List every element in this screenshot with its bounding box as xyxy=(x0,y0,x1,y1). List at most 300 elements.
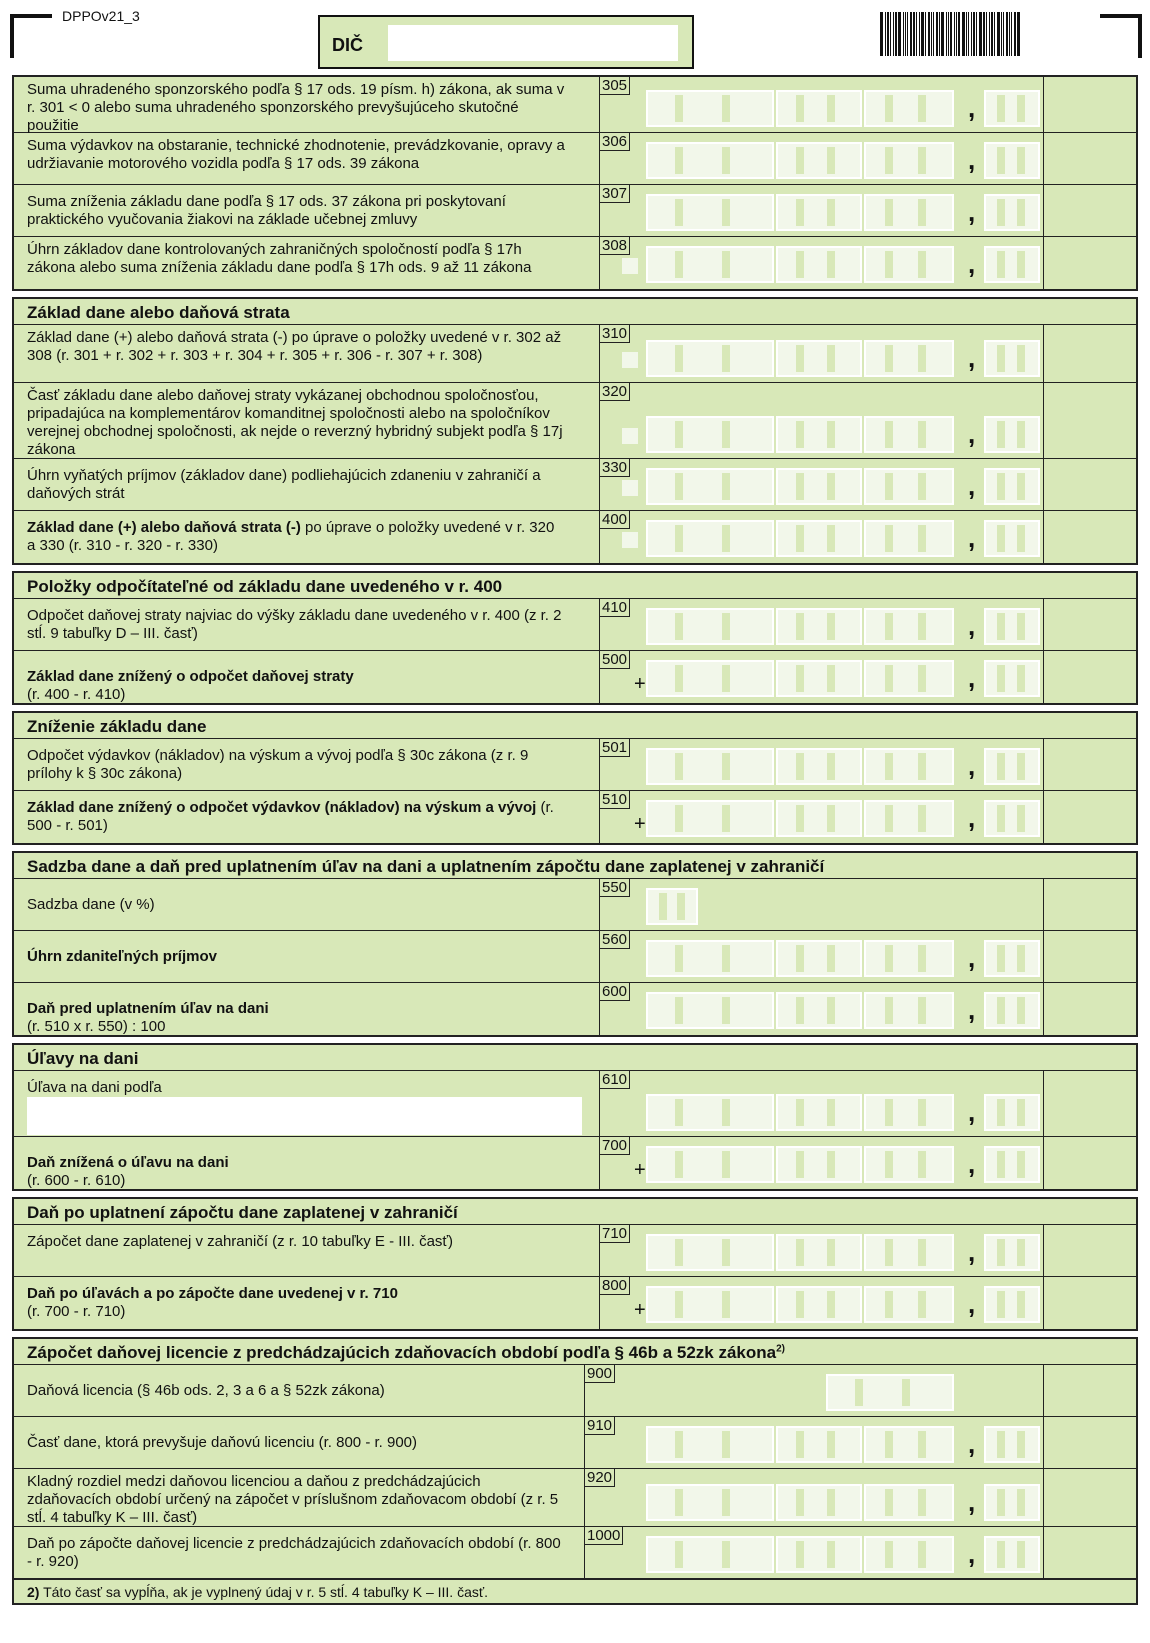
row-description xyxy=(27,668,566,704)
sign-box[interactable] xyxy=(622,352,638,368)
barcode-bar xyxy=(910,12,912,56)
row-number: 920 xyxy=(585,1469,615,1487)
row-description xyxy=(27,387,566,459)
form-row-920 xyxy=(14,1469,1136,1527)
form-section xyxy=(12,1337,1138,1605)
amount-input-units[interactable] xyxy=(864,1426,954,1463)
amount-input-millions[interactable] xyxy=(646,1234,774,1271)
amount-input-units[interactable] xyxy=(864,748,954,785)
row-number: 510 xyxy=(600,791,630,809)
plus-sign: + xyxy=(634,813,646,835)
amount-input-millions[interactable] xyxy=(646,992,774,1029)
column-divider xyxy=(1043,1225,1044,1276)
amount-input-thousands[interactable] xyxy=(776,1536,862,1573)
section-title-text: Základ dane alebo daňová strata xyxy=(27,303,290,322)
row-label-bold: Základ dane znížený o odpočet daňovej straty xyxy=(27,668,354,685)
amount-input-millions[interactable] xyxy=(646,940,774,977)
amount-input-cents[interactable] xyxy=(984,940,1040,977)
amount-input-units[interactable] xyxy=(864,1146,954,1183)
row-label: Úľava na dani podľa xyxy=(27,1079,162,1096)
amount-input-millions[interactable] xyxy=(646,1094,774,1131)
amount-input-thousands[interactable] xyxy=(776,608,862,645)
footnote-mark: 2) xyxy=(27,1584,40,1600)
row-description xyxy=(27,1434,566,1452)
column-divider xyxy=(1043,325,1044,382)
amount-input-units[interactable] xyxy=(864,1094,954,1131)
amount-input-millions[interactable] xyxy=(646,1536,774,1573)
amount-input-units[interactable] xyxy=(864,416,954,453)
row-label: Odpočet daňovej straty najviac do výšky základu dane uvedeného v r. 400 (z r. 2 stĺ. 9 tabuľky D – III. časť) xyxy=(27,607,562,642)
amount-input-thousands[interactable] xyxy=(776,1286,862,1323)
row-number: 550 xyxy=(600,879,630,897)
column-divider xyxy=(1043,1527,1044,1578)
amount-input-cents[interactable] xyxy=(984,660,1040,697)
row-number: 800 xyxy=(600,1277,630,1295)
barcode-bar xyxy=(986,12,987,56)
amount-input-cents[interactable] xyxy=(984,468,1040,505)
amount-input-units[interactable] xyxy=(864,992,954,1029)
amount-input-thousands[interactable] xyxy=(776,1094,862,1131)
amount-input-cents[interactable] xyxy=(984,748,1040,785)
row-description xyxy=(27,896,566,914)
form-section xyxy=(12,1197,1138,1331)
form-code: DPPOv21_3 xyxy=(62,8,140,24)
column-divider xyxy=(1043,185,1044,236)
barcode-bar xyxy=(933,12,934,56)
amount-input-cents[interactable] xyxy=(984,90,1040,127)
form-row-910 xyxy=(14,1417,1136,1469)
row-number: 910 xyxy=(585,1417,615,1435)
amount-input-units[interactable] xyxy=(864,520,954,557)
barcode-bar xyxy=(905,12,906,56)
amount-input-thousands[interactable] xyxy=(776,520,862,557)
amount-input-cents[interactable] xyxy=(984,340,1040,377)
decimal-comma: , xyxy=(968,471,976,501)
amount-input-millions[interactable] xyxy=(646,246,774,283)
form-row-600 xyxy=(14,983,1136,1035)
form-section xyxy=(12,297,1138,565)
row-label: (r. 510 x r. 550) : 100 xyxy=(27,1018,166,1035)
plus-sign: + xyxy=(634,1299,646,1321)
barcode-bar xyxy=(948,12,949,56)
row-number: 307 xyxy=(600,185,630,203)
barcode-bar xyxy=(890,12,891,56)
row-number: 305 xyxy=(600,77,630,95)
row-description xyxy=(27,241,566,277)
decimal-comma: , xyxy=(968,611,976,641)
row-description xyxy=(27,193,566,229)
form-row-501 xyxy=(14,739,1136,791)
row-description xyxy=(27,1154,566,1190)
column-divider xyxy=(1043,651,1044,703)
barcode-bar xyxy=(1006,12,1008,56)
row-label: (r. 700 - r. 710) xyxy=(27,1303,126,1320)
barcode-bar xyxy=(958,12,960,56)
row-number: 710 xyxy=(600,1225,630,1243)
row-number: 400 xyxy=(600,511,630,529)
footnote xyxy=(14,1579,1136,1603)
amount-input-thousands[interactable] xyxy=(776,1146,862,1183)
barcode-bar xyxy=(989,12,990,56)
decimal-comma: , xyxy=(968,145,976,175)
row-label-bold: Základ dane (+) alebo daňová strata (-) xyxy=(27,519,301,536)
amount-input-cents[interactable] xyxy=(984,1426,1040,1463)
amount-input-millions[interactable] xyxy=(646,748,774,785)
barcode-bar xyxy=(936,12,938,56)
plus-sign: + xyxy=(634,1159,646,1181)
section-title-text: Položky odpočítateľné od základu dane uvedeného v r. 400 xyxy=(27,577,503,596)
barcode-bar xyxy=(898,12,901,56)
amount-input-cents[interactable] xyxy=(984,142,1040,179)
row-number: 600 xyxy=(600,983,630,1001)
amount-input-units[interactable] xyxy=(864,468,954,505)
column-divider xyxy=(1043,1469,1044,1526)
column-divider xyxy=(1043,1137,1044,1189)
barcode-bar xyxy=(1001,12,1002,56)
row-number: 500 xyxy=(600,651,630,669)
column-divider xyxy=(1043,1365,1044,1416)
row-number: 501 xyxy=(600,739,630,757)
amount-input-thousands[interactable] xyxy=(776,246,862,283)
decimal-comma: , xyxy=(968,1487,976,1517)
row-number: 306 xyxy=(600,133,630,151)
amount-input-thousands[interactable] xyxy=(776,340,862,377)
column-divider xyxy=(1043,931,1044,982)
section-title xyxy=(14,1339,1136,1365)
barcode-bar xyxy=(916,12,917,56)
decimal-comma: , xyxy=(968,1429,976,1459)
section-title xyxy=(14,299,1136,325)
amount-input-thousands[interactable] xyxy=(776,1484,862,1521)
row-number: 310 xyxy=(600,325,630,343)
row-description xyxy=(27,81,566,135)
form-row-550 xyxy=(14,879,1136,931)
decimal-comma: , xyxy=(968,197,976,227)
row-number: 308 xyxy=(600,237,630,255)
amount-input-cents[interactable] xyxy=(984,1094,1040,1131)
form-row-320 xyxy=(14,383,1136,459)
decimal-comma: , xyxy=(968,343,976,373)
form-section xyxy=(12,1043,1138,1191)
column-divider xyxy=(1043,1071,1044,1136)
row-label-bold: Základ dane znížený o odpočet výdavkov (nákladov) na výskum a vývoj xyxy=(27,799,537,816)
column-divider xyxy=(1043,739,1044,790)
row-label: Časť základu dane alebo daňovej straty vykázanej obchodnou spoločnosťou, pripadajúca na komplementárov komanditnej spoločnosti alebo na spoločníkov verejnej obchodnej spoločnosti, ak nejde o reverzný hybridný subjekt podľa § 17j zákona xyxy=(27,387,563,458)
sign-box[interactable] xyxy=(622,428,638,444)
decimal-comma: , xyxy=(968,419,976,449)
barcode-bar xyxy=(971,12,972,56)
row-number: 900 xyxy=(585,1365,615,1383)
row-description xyxy=(27,467,566,503)
barcode-bar xyxy=(1014,12,1016,56)
barcode-bar xyxy=(893,12,894,56)
amount-input-thousands[interactable] xyxy=(776,940,862,977)
barcode-bar xyxy=(983,12,985,56)
amount-input-units[interactable] xyxy=(864,1286,954,1323)
amount-input-thousands[interactable] xyxy=(776,142,862,179)
amount-input-thousands[interactable] xyxy=(776,800,862,837)
form-section xyxy=(12,851,1138,1037)
form-row-330 xyxy=(14,459,1136,511)
row-label: Suma zníženia základu dane podľa § 17 ods. 37 zákona pri poskytovaní praktického vyučovania žiakovi na základe učebnej zmluvy xyxy=(27,193,506,228)
amount-input-units[interactable] xyxy=(864,340,954,377)
barcode-bar xyxy=(921,12,924,56)
amount-input-units[interactable] xyxy=(864,608,954,645)
amount-input-millions[interactable] xyxy=(646,1286,774,1323)
amount-input-units[interactable] xyxy=(864,800,954,837)
row-label: Odpočet výdavkov (nákladov) na výskum a vývoj podľa § 30c zákona (z r. 9 prílohy k § 30c zákona) xyxy=(27,747,529,782)
barcode-bar xyxy=(962,12,965,56)
sign-box[interactable] xyxy=(622,480,638,496)
form-row-610 xyxy=(14,1071,1136,1137)
column-divider xyxy=(1043,599,1044,650)
barcode-bar xyxy=(931,12,932,56)
barcode-bar xyxy=(997,12,1000,56)
form-row-710 xyxy=(14,1225,1136,1277)
form-row-500 xyxy=(14,651,1136,703)
form-row-307 xyxy=(14,185,1136,237)
barcode-bar xyxy=(1003,12,1004,56)
barcode xyxy=(880,12,1066,56)
row-description xyxy=(27,1473,566,1527)
form-row-1000 xyxy=(14,1527,1136,1579)
section-title-text: Úľavy na dani xyxy=(27,1049,139,1068)
rate-input[interactable] xyxy=(646,888,698,925)
row-description xyxy=(27,1079,566,1097)
amount-input-cents[interactable] xyxy=(984,520,1040,557)
section-title xyxy=(14,573,1136,599)
row-label: Úhrn základov dane kontrolovaných zahraničných spoločností podľa § 17h zákona alebo suma zníženia základu dane podľa § 17h ods. 9 až 11 zákona xyxy=(27,241,532,276)
amount-input-thousands[interactable] xyxy=(776,194,862,231)
form-row-410 xyxy=(14,599,1136,651)
amount-input-millions[interactable] xyxy=(646,660,774,697)
row-label: Suma výdavkov na obstaranie, technické zhodnotenie, prevádzkovanie, opravy a udržiavanie motorového vozidla podľa § 17 ods. 39 zákona xyxy=(27,137,565,172)
barcode-bar xyxy=(939,12,940,56)
barcode-bar xyxy=(968,12,969,56)
row-label-bold: Daň znížená o úľavu na dani xyxy=(27,1154,229,1171)
amount-input-units[interactable] xyxy=(864,1484,954,1521)
barcode-bar xyxy=(979,12,982,56)
amount-input-cents[interactable] xyxy=(984,246,1040,283)
amount-input-cents[interactable] xyxy=(984,992,1040,1029)
column-divider xyxy=(1043,1417,1044,1468)
amount-input-millions[interactable] xyxy=(646,608,774,645)
amount-input-cents[interactable] xyxy=(984,1146,1040,1183)
barcode-bar xyxy=(885,12,886,56)
barcode-bar xyxy=(903,12,904,56)
section-title xyxy=(14,713,1136,739)
row-number: 560 xyxy=(600,931,630,949)
relief-type-input[interactable] xyxy=(27,1097,582,1135)
row-label: Základ dane (+) alebo daňová strata (-) po úprave o položky uvedené v r. 302 až 308 (r. 301 + r. 302 + r. 303 + r. 304 + r. 305 + r. 306 - r. 307 + r. 308) xyxy=(27,329,562,364)
row-description xyxy=(27,519,566,555)
section-title xyxy=(14,1045,1136,1071)
row-label: Daňová licencia (§ 46b ods. 2, 3 a 6 a § 52zk zákona) xyxy=(27,1382,385,1399)
section-title-text: Sadzba dane a daň pred uplatnením úľav na dani a uplatnením zápočtu dane zaplatenej v zahraničí xyxy=(27,857,825,876)
form-section xyxy=(12,571,1138,705)
barcode-bar xyxy=(887,12,889,56)
amount-input-cents[interactable] xyxy=(984,1536,1040,1573)
amount-input-cents[interactable] xyxy=(984,416,1040,453)
row-label-bold: Daň po úľavách a po zápočte dane uvedenej v r. 710 xyxy=(27,1285,398,1302)
sign-box[interactable] xyxy=(622,258,638,274)
form-body xyxy=(12,75,1138,1611)
row-description xyxy=(27,329,566,365)
barcode-bar xyxy=(994,12,995,56)
row-number: 320 xyxy=(600,383,630,401)
column-divider xyxy=(1043,791,1044,843)
section-title-text: Zápočet daňovej licencie z predchádzajúcich zdaňovacích období podľa § 46b a 52zk zákona xyxy=(27,1343,777,1362)
column-divider xyxy=(1043,237,1044,289)
row-description xyxy=(27,1233,566,1251)
decimal-comma: , xyxy=(968,803,976,833)
barcode-bar xyxy=(1017,12,1020,56)
decimal-comma: , xyxy=(968,1289,976,1319)
decimal-comma: , xyxy=(968,1539,976,1569)
amount-input-thousands[interactable] xyxy=(776,416,862,453)
amount-input-thousands[interactable] xyxy=(776,90,862,127)
footnote-ref: 2) xyxy=(776,1343,786,1355)
corner-mark-top-right xyxy=(1100,14,1142,58)
section-title-text: Zníženie základu dane xyxy=(27,717,207,736)
row-label: (r. 500 - r. 501) xyxy=(27,799,554,834)
amount-input-cents[interactable] xyxy=(984,1286,1040,1323)
amount-input-units[interactable] xyxy=(864,940,954,977)
barcode-bar xyxy=(919,12,920,56)
row-label: Kladný rozdiel medzi daňovou licenciou a daňou z predchádzajúcich zdaňovacích období určený na zápočet v príslušnom zdaňovacom období (z r. 5 stĺ. 4 tabuľky K – III. časť) xyxy=(27,1473,559,1526)
row-label-bold: Úhrn zdaniteľných príjmov xyxy=(27,948,217,965)
row-label: Časť dane, ktorá prevyšuje daňovú licenciu (r. 800 - r. 900) xyxy=(27,1434,417,1451)
decimal-comma: , xyxy=(968,249,976,279)
barcode-bar xyxy=(1011,12,1012,56)
amount-input-units[interactable] xyxy=(864,1536,954,1573)
decimal-comma: , xyxy=(968,93,976,123)
form-row-900 xyxy=(14,1365,1136,1417)
row-description xyxy=(27,799,566,835)
column-divider xyxy=(1043,459,1044,510)
amount-input-cents[interactable] xyxy=(984,1484,1040,1521)
amount-input-thousands[interactable] xyxy=(776,992,862,1029)
amount-input-thousands[interactable] xyxy=(776,1426,862,1463)
section-title xyxy=(14,853,1136,879)
form-row-560 xyxy=(14,931,1136,983)
row-description xyxy=(27,1382,566,1400)
amount-input-thousands[interactable] xyxy=(776,660,862,697)
amount-input-millions[interactable] xyxy=(646,416,774,453)
column-divider xyxy=(1043,511,1044,563)
dic-field[interactable] xyxy=(318,15,694,69)
amount-input-cents[interactable] xyxy=(984,608,1040,645)
barcode-bar xyxy=(925,12,926,56)
section-title xyxy=(14,1199,1136,1225)
barcode-bar xyxy=(973,12,975,56)
form-row-700 xyxy=(14,1137,1136,1189)
row-description xyxy=(27,747,566,783)
amount-input-millions[interactable] xyxy=(646,142,774,179)
row-description xyxy=(27,137,566,173)
amount-input-units[interactable] xyxy=(864,142,954,179)
amount-input-units[interactable] xyxy=(864,246,954,283)
licence-input[interactable] xyxy=(826,1374,954,1411)
barcode-bar xyxy=(928,12,930,56)
row-label: Sadzba dane (v %) xyxy=(27,896,155,913)
barcode-bar xyxy=(976,12,977,56)
amount-input-thousands[interactable] xyxy=(776,748,862,785)
column-divider xyxy=(1043,77,1044,132)
amount-input-millions[interactable] xyxy=(646,520,774,557)
row-label: Zápočet dane zaplatenej v zahraničí (z r. 10 tabuľky E - III. časť) xyxy=(27,1233,454,1250)
decimal-comma: , xyxy=(968,1237,976,1267)
barcode-bar xyxy=(950,12,952,56)
amount-input-thousands[interactable] xyxy=(776,468,862,505)
decimal-comma: , xyxy=(968,663,976,693)
amount-input-thousands[interactable] xyxy=(776,1234,862,1271)
form-row-800 xyxy=(14,1277,1136,1329)
row-label: (r. 400 - r. 410) xyxy=(27,686,126,703)
barcode-bar xyxy=(954,12,955,56)
row-description xyxy=(27,1000,566,1036)
form-row-400 xyxy=(14,511,1136,563)
barcode-bar xyxy=(956,12,957,56)
amount-input-millions[interactable] xyxy=(646,90,774,127)
amount-input-millions[interactable] xyxy=(646,1484,774,1521)
amount-input-millions[interactable] xyxy=(646,194,774,231)
amount-input-millions[interactable] xyxy=(646,340,774,377)
corner-mark-top-left xyxy=(10,14,52,58)
column-divider xyxy=(1043,383,1044,458)
footnote-text: Táto časť sa vypĺňa, ak je vyplnený údaj v r. 5 stĺ. 4 tabuľky K – III. časť. xyxy=(39,1584,488,1600)
row-number: 410 xyxy=(600,599,630,617)
amount-input-millions[interactable] xyxy=(646,468,774,505)
row-label: (r. 600 - r. 610) xyxy=(27,1172,126,1189)
row-description xyxy=(27,1285,566,1321)
dic-input[interactable] xyxy=(388,25,678,61)
amount-input-millions[interactable] xyxy=(646,1146,774,1183)
amount-input-units[interactable] xyxy=(864,1234,954,1271)
amount-input-units[interactable] xyxy=(864,90,954,127)
row-label: po úprave o položky uvedené v r. 320 a 330 (r. 310 - r. 320 - r. 330) xyxy=(27,519,555,554)
row-description xyxy=(27,1535,566,1571)
barcode-bar xyxy=(1009,12,1010,56)
barcode-bar xyxy=(895,12,897,56)
form-row-306 xyxy=(14,133,1136,185)
form-section xyxy=(12,711,1138,845)
amount-input-cents[interactable] xyxy=(984,194,1040,231)
row-label-bold: Daň pred uplatnením úľav na dani xyxy=(27,1000,269,1017)
row-label: Daň po zápočte daňovej licencie z predchádzajúcich zdaňovacích období (r. 800 - r. 920) xyxy=(27,1535,561,1570)
form-row-308 xyxy=(14,237,1136,289)
amount-input-millions[interactable] xyxy=(646,800,774,837)
amount-input-units[interactable] xyxy=(864,194,954,231)
amount-input-units[interactable] xyxy=(864,660,954,697)
barcode-bar xyxy=(880,12,883,56)
amount-input-cents[interactable] xyxy=(984,800,1040,837)
amount-input-millions[interactable] xyxy=(646,1426,774,1463)
column-divider xyxy=(1043,879,1044,930)
row-number: 610 xyxy=(600,1071,630,1089)
row-number: 330 xyxy=(600,459,630,477)
sign-box[interactable] xyxy=(622,532,638,548)
decimal-comma: , xyxy=(968,1149,976,1179)
decimal-comma: , xyxy=(968,943,976,973)
amount-input-cents[interactable] xyxy=(984,1234,1040,1271)
barcode-bar xyxy=(946,12,947,56)
decimal-comma: , xyxy=(968,995,976,1025)
decimal-comma: , xyxy=(968,751,976,781)
row-description xyxy=(27,607,566,643)
form-row-305 xyxy=(14,77,1136,133)
row-description xyxy=(27,948,566,966)
